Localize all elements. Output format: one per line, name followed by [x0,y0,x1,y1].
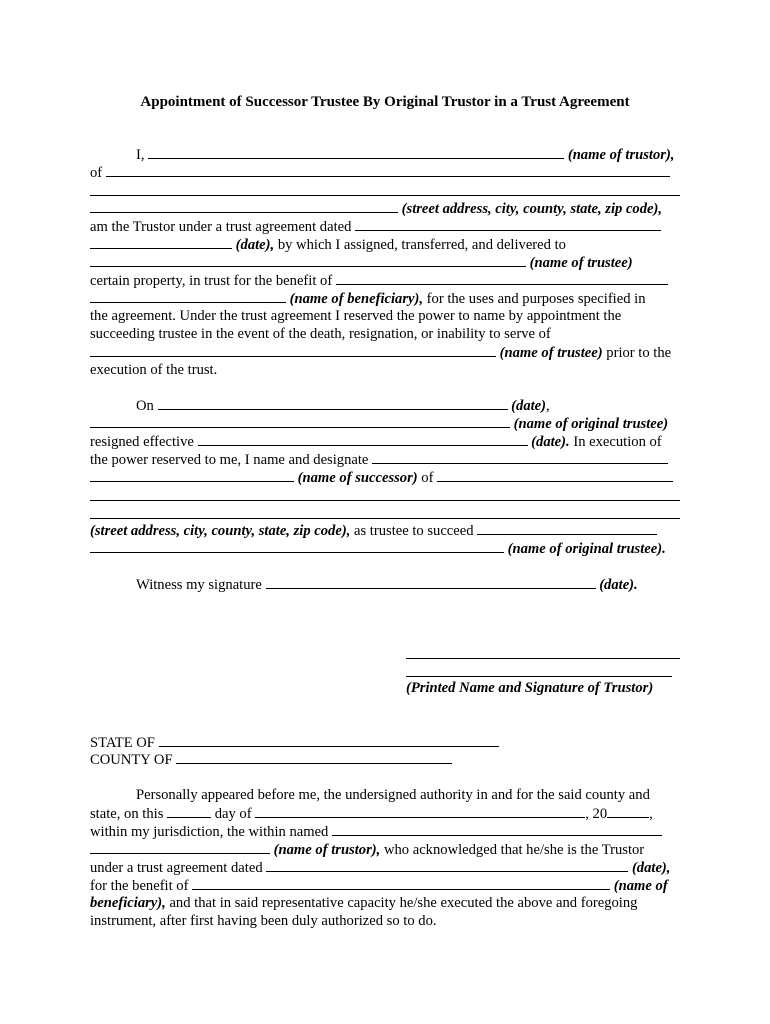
named-person-field[interactable] [332,822,662,836]
notary-beneficiary-field[interactable] [192,876,610,890]
execution-line: execution of the trust. [90,362,218,378]
state-field[interactable] [159,733,499,747]
succeeding-line: succeeding trustee in the event of the death, resignation, or inability to serve of [90,326,551,342]
designate-field[interactable] [372,450,668,464]
acknowledged-line: (name of trustor), who acknowledged that he/she is the Trustor [90,840,644,859]
personally-appeared-line: Personally appeared before me, the undersigned authority in and for the said county and [136,787,650,803]
resigned-line: resigned effective (date). In execution of [90,434,662,450]
on-date-line: On (date), [136,398,550,414]
day-field[interactable] [167,804,211,818]
witness-line: Witness my signature (date). [136,577,638,593]
state-on-this-line: state, on this day of , 20 , [90,806,653,822]
under-trust-line: under a trust agreement dated (date), [90,860,671,876]
successor-address-field[interactable] [437,468,673,482]
document-title: Appointment of Successor Trustee By Original Trustor in a Trust Agreement [140,94,630,110]
prior-trustee-line: (name of trustee) prior to the [90,343,671,362]
state-of-line: STATE OF [90,733,499,752]
notary-trustor-field[interactable] [90,840,270,854]
notary-agreement-date-field[interactable] [266,858,628,872]
designate-line: the power reserved to me, I name and designate [90,450,668,469]
assigned-line: (date), by which I assigned, transferred, and delivered to [90,235,566,254]
witness-date-field[interactable] [266,575,596,589]
county-of-line: COUNTY OF [90,750,452,769]
successor-address-line-2[interactable] [90,500,680,501]
successor-line: (name of successor) of [90,468,673,487]
trustor-address-field[interactable] [106,163,670,177]
county-field[interactable] [176,750,452,764]
successor-address-line-3[interactable] [90,518,680,519]
trustor-address-line-2[interactable] [90,195,680,196]
street-address-line: (street address, city, county, state, zip code), [90,199,662,218]
beneficiary-name-field[interactable] [90,289,286,303]
succeed-line: (street address, city, county, state, zip code), as trustee to succeed [90,521,657,540]
agreement-power-line: the agreement. Under the trust agreement I reserved the power to name by appointment the [90,308,622,324]
beneficiary-line: (name of beneficiary), for the uses and purposes specified in [90,289,646,308]
original-trustee-line-2: (name of original trustee). [90,539,666,558]
instrument-line: instrument, after first having been duly authorized so to do. [90,913,437,929]
original-trustee-field-2[interactable] [90,539,504,553]
original-trustee-field[interactable] [90,414,510,428]
trustor-address-field-3[interactable] [90,199,398,213]
agreement-date-field-2[interactable] [90,235,232,249]
beneficiary-field[interactable] [336,271,668,285]
signature-line-1[interactable] [406,658,680,659]
trust-agreement-line: am the Trustor under a trust agreement dated [90,217,661,236]
agreement-date-field[interactable] [355,217,661,231]
resigned-date-field[interactable] [198,432,528,446]
original-trustee-line: (name of original trustee) [90,414,668,433]
month-field[interactable] [255,804,585,818]
trustee-line: (name of trustee) [90,253,633,272]
signature-caption: (Printed Name and Signature of Trustor) [406,680,654,696]
jurisdiction-line: within my jurisdiction, the within named [90,822,662,841]
benefit-line: certain property, in trust for the benefit of [90,271,668,290]
trustee-name-field[interactable] [90,253,526,267]
succeed-trustee-field[interactable] [477,521,657,535]
year-field[interactable] [607,804,649,818]
of-line: of [90,163,670,182]
resignation-date-field[interactable] [158,396,508,410]
signature-line-2[interactable] [406,676,672,677]
representative-line: beneficiary), and that in said representative capacity he/she executed the above and foregoing [90,895,638,911]
benefit-of-line: for the benefit of (name of [90,878,668,894]
successor-name-field[interactable] [90,468,294,482]
trustor-name-field[interactable] [148,145,564,159]
prior-trustee-field[interactable] [90,343,496,357]
trustor-line: I, (name of trustor), [136,147,675,163]
